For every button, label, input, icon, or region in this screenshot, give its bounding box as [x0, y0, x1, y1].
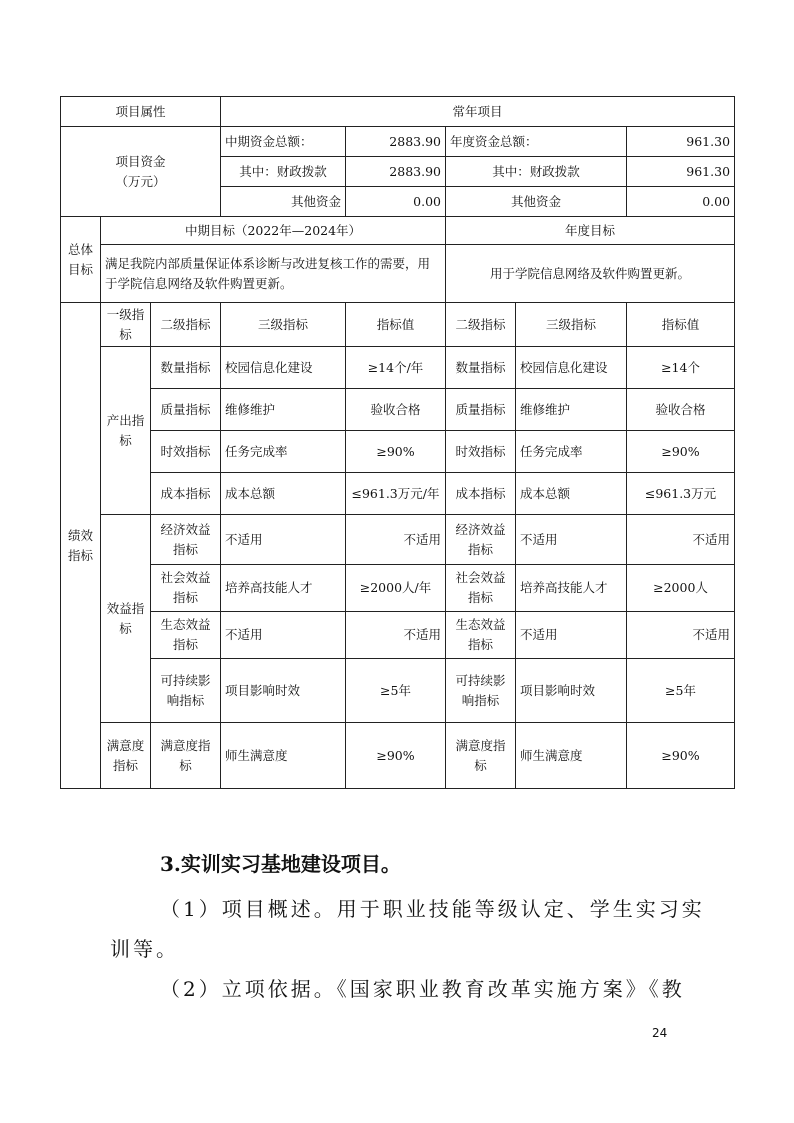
benefit-indicators-label: 效益指标: [101, 515, 151, 723]
table-cell: 不适用: [221, 612, 346, 659]
table-cell: 不适用: [346, 612, 446, 659]
table-cell: ≥90%: [627, 431, 735, 473]
level2-header-year: 二级指标: [446, 303, 516, 347]
table-cell: ≥5年: [627, 659, 735, 723]
table-cell: 满意度指标: [151, 723, 221, 789]
table-cell: 生态效益指标: [151, 612, 221, 659]
table-cell: 师生满意度: [221, 723, 346, 789]
table-cell: 校园信息化建设: [221, 347, 346, 389]
table-cell: 可持续影响指标: [446, 659, 516, 723]
table-cell: 培养高技能人才: [516, 565, 627, 612]
table-cell: 不适用: [516, 515, 627, 565]
year-total-label: 年度资金总额：: [446, 127, 627, 157]
level3-header: 三级指标: [221, 303, 346, 347]
table-cell: ≥2000人/年: [346, 565, 446, 612]
table-cell: 任务完成率: [516, 431, 627, 473]
table-cell: 维修维护: [516, 389, 627, 431]
table-cell: 培养高技能人才: [221, 565, 346, 612]
year-total-value: 961.30: [627, 127, 735, 157]
year-goal-text: 用于学院信息网络及软件购置更新。: [446, 245, 735, 303]
table-cell: 可持续影响指标: [151, 659, 221, 723]
table-cell: 数量指标: [151, 347, 221, 389]
table-cell: 成本总额: [221, 473, 346, 515]
table-cell: ≤961.3万元/年: [346, 473, 446, 515]
table-cell: 满意度指标: [446, 723, 516, 789]
table-cell: 项目影响时效: [221, 659, 346, 723]
table-cell: ≥90%: [346, 431, 446, 473]
table-cell: 社会效益指标: [446, 565, 516, 612]
table-cell: 不适用: [516, 612, 627, 659]
table-cell: 成本指标: [446, 473, 516, 515]
table-cell: 项目影响时效: [516, 659, 627, 723]
overall-goal-label: 总体目标: [61, 217, 101, 303]
mid-fiscal-value: 2883.90: [346, 157, 446, 187]
table-cell: 维修维护: [221, 389, 346, 431]
table-cell: 不适用: [221, 515, 346, 565]
value-header-year: 指标值: [627, 303, 735, 347]
table-cell: 数量指标: [446, 347, 516, 389]
project-attribute-label: 项目属性: [61, 97, 221, 127]
table-cell: 成本总额: [516, 473, 627, 515]
table-cell: ≥5年: [346, 659, 446, 723]
year-fiscal-value: 961.30: [627, 157, 735, 187]
table-cell: 校园信息化建设: [516, 347, 627, 389]
table-cell: 质量指标: [151, 389, 221, 431]
table-cell: 生态效益指标: [446, 612, 516, 659]
paragraph-1-line-1: （1）项目概述。用于职业技能等级认定、学生实习实: [160, 897, 705, 921]
table-cell: 任务完成率: [221, 431, 346, 473]
year-fiscal-label: 其中：财政拨款: [446, 157, 627, 187]
level3-header-year: 三级指标: [516, 303, 627, 347]
table-cell: 不适用: [627, 515, 735, 565]
table-cell: ≤961.3万元: [627, 473, 735, 515]
table-cell: 师生满意度: [516, 723, 627, 789]
project-attribute-value: 常年项目: [221, 97, 735, 127]
performance-table: [60, 96, 735, 789]
year-other-value: 0.00: [627, 187, 735, 217]
table-cell: 验收合格: [627, 389, 735, 431]
paragraph-1-line-2: 训等。: [110, 937, 179, 961]
mid-fiscal-label: 其中：财政拨款: [221, 157, 346, 187]
table-cell: 时效指标: [446, 431, 516, 473]
mid-goal-header: 中期目标（2022年—2024年）: [101, 217, 446, 245]
year-other-label: 其他资金: [446, 187, 627, 217]
table-cell: ≥90%: [627, 723, 735, 789]
level1-header: 一级指标: [101, 303, 151, 347]
year-goal-header: 年度目标: [446, 217, 735, 245]
mid-total-label: 中期资金总额：: [221, 127, 346, 157]
value-header: 指标值: [346, 303, 446, 347]
mid-other-value: 0.00: [346, 187, 446, 217]
table-cell: 不适用: [346, 515, 446, 565]
performance-indicators-label: 绩效指标: [61, 303, 101, 789]
mid-other-label: 其他资金: [221, 187, 346, 217]
table-cell: 验收合格: [346, 389, 446, 431]
mid-total-value: 2883.90: [346, 127, 446, 157]
table-cell: ≥90%: [346, 723, 446, 789]
section-heading: 3.实训实习基地建设项目。: [160, 852, 401, 876]
table-cell: 经济效益指标: [151, 515, 221, 565]
level2-header: 二级指标: [151, 303, 221, 347]
table-cell: 质量指标: [446, 389, 516, 431]
page-number: 24: [652, 1026, 668, 1040]
table-cell: ≥14个: [627, 347, 735, 389]
output-indicators-label: 产出指标: [101, 347, 151, 515]
project-funds-label: 项目资金 （万元）: [61, 127, 221, 217]
mid-goal-text: 满足我院内部质量保证体系诊断与改进复核工作的需要，用于学院信息网络及软件购置更新。: [101, 245, 446, 303]
table-cell: ≥14个/年: [346, 347, 446, 389]
table-cell: 不适用: [627, 612, 735, 659]
table-cell: 社会效益指标: [151, 565, 221, 612]
paragraph-2-line-1: （2）立项依据。《国家职业教育改革实施方案》《教: [160, 977, 685, 1001]
satisfaction-indicators-label: 满意度指标: [101, 723, 151, 789]
table-cell: 经济效益指标: [446, 515, 516, 565]
table-cell: 成本指标: [151, 473, 221, 515]
table-cell: 时效指标: [151, 431, 221, 473]
table-cell: ≥2000人: [627, 565, 735, 612]
